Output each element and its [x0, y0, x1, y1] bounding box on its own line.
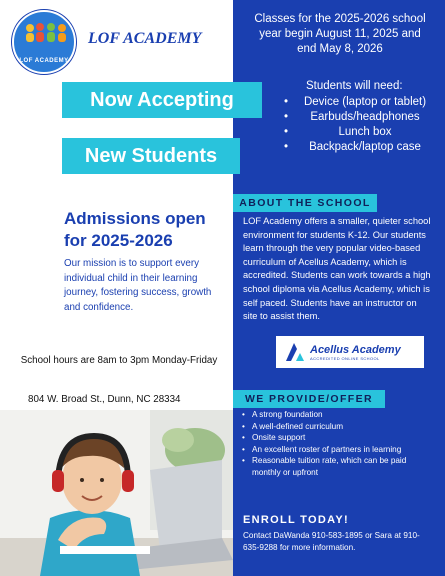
- admissions-line-1: Admissions open: [64, 209, 206, 228]
- enroll-title: ENROLL TODAY!: [243, 514, 349, 526]
- acellus-logo: [276, 336, 424, 368]
- provide-item: • Reasonable tuition rate, which can be paid monthly or upfront: [242, 455, 432, 478]
- contact-text: Contact DaWanda 910-583-1895 or Sara at 910-635-9288 for more information.: [243, 531, 420, 553]
- admissions-line-2: for 2025-2026: [64, 231, 173, 250]
- academy-logo: [12, 10, 76, 74]
- mission-text: Our mission is to support every individual child in their learning journey, fostering success, growth and confidence.: [64, 258, 212, 313]
- needs-item: • Backpack/laptop case: [284, 140, 434, 155]
- needs-item: • Device (laptop or tablet): [284, 95, 434, 110]
- provide-item: • A well-defined curriculum: [242, 421, 432, 433]
- school-hours: School hours are 8am to 3pm Monday-Friday: [20, 355, 218, 366]
- logo-text: LOF ACADEMY: [19, 58, 69, 64]
- classes-dates-text: Classes for the 2025-2026 school year begin August 11, 2025 and end May 8, 2026: [254, 13, 426, 55]
- needs-list: [284, 95, 434, 155]
- acellus-name: Acellus Academy: [310, 343, 401, 356]
- admissions-heading: [64, 208, 206, 252]
- provide-item: • A strong foundation: [242, 409, 432, 421]
- needs-item: • Earbuds/headphones: [284, 110, 434, 125]
- about-text: LOF Academy offers a smaller, quieter school environment for students K-12. Our students learn through the very popular video-based curriculum of Acellus Academy, which is accredited. Students can work towards a high school diploma via Acellus Academy, which is self paced. Students have an instructor on site to assist them.: [243, 216, 431, 322]
- new-students-banner: New Students: [62, 138, 240, 174]
- provide-title: WE PROVIDE/OFFER: [233, 390, 385, 408]
- student-photo: [0, 410, 233, 576]
- people-icon: [24, 22, 68, 44]
- brand-name: LOF ACADEMY: [88, 30, 202, 47]
- provide-item: • An excellent roster of partners in learning: [242, 444, 432, 456]
- acellus-tagline: ACCREDITED ONLINE SCHOOL: [310, 355, 380, 361]
- about-title: ABOUT THE SCHOOL: [233, 194, 377, 212]
- now-accepting-banner: Now Accepting: [62, 82, 262, 118]
- acellus-mark-icon: [284, 341, 306, 363]
- provide-item: • Onsite support: [242, 432, 432, 444]
- school-address: 804 W. Broad St., Dunn, NC 28334: [28, 394, 181, 405]
- needs-title: Students will need:: [306, 80, 403, 92]
- needs-item: • Lunch box: [284, 125, 434, 140]
- provide-list: [242, 409, 432, 479]
